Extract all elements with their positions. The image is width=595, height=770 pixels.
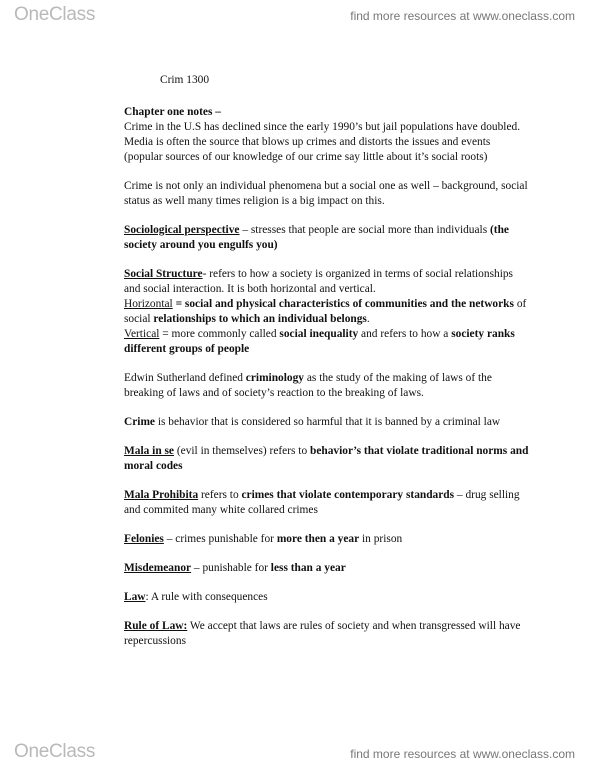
rule-of-law-term: Rule of Law: [124, 620, 188, 632]
mala-prohibita-term: Mala Prohibita [124, 489, 199, 501]
mala-prohibita-paragraph [124, 488, 529, 518]
vertical-text-2: and refers to how a [358, 328, 452, 340]
sutherland-text-1: Edwin Sutherland defined [124, 372, 246, 384]
law-term: Law [124, 591, 146, 603]
felonies-paragraph [124, 532, 529, 547]
law-paragraph [124, 590, 529, 605]
law-def: : A rule with consequences [145, 591, 268, 603]
horizontal-bold-2: relationships to which an individual belongs [153, 313, 367, 325]
vertical-bold-2: society ranks different groups of people [124, 328, 515, 355]
crime-def: is behavior that is considered so harmful that it is banned by a criminal law [155, 416, 501, 428]
mala-prohibita-bold: crimes that violate contemporary standards [241, 489, 455, 501]
intro-text: Crime in the U.S has declined since the early 1990’s but jail populations have doubled. Media is often the source that blows up crimes and distorts the issues and events (popular sources of our knowledge of our crime say little about it’s social roots) [124, 121, 521, 163]
sociological-def: – stresses that people are social more than individuals [239, 224, 490, 236]
horizontal-bold-1: = social and physical characteristics of communities and the networks [172, 298, 514, 310]
chapter-heading: Chapter one notes – [124, 106, 221, 118]
social-structure-def: - refers to how a society is organized in terms of social relationships and social interaction. It is both horizontal and vertical. [124, 268, 513, 295]
sutherland-paragraph [124, 371, 529, 401]
rule-of-law-paragraph [124, 619, 529, 649]
header-tagline[interactable]: find more resources at www.oneclass.com [350, 9, 575, 23]
sociological-paragraph [124, 223, 529, 253]
footer-tagline[interactable]: find more resources at www.oneclass.com [350, 747, 575, 761]
felonies-bold: more then a year [276, 533, 360, 545]
crime-term: Crime [124, 416, 155, 428]
mala-prohibita-end: – drug selling and commited many white collared crimes [124, 489, 520, 516]
mala-in-se-term: Mala in se [124, 445, 174, 457]
felonies-text: – crimes punishable for [163, 533, 277, 545]
footer-logo-text: OneClass [14, 741, 96, 762]
horizontal-end: . [366, 313, 370, 325]
misdemeanor-text: – punishable for [191, 562, 271, 574]
oneclass-logo [14, 4, 95, 26]
felonies-end: in prison [359, 533, 403, 545]
sutherland-text-2: as the study of the making of laws of the breaking of laws and of society’s reaction to the breaking of laws. [124, 372, 492, 399]
logo-text: OneClass [14, 4, 96, 25]
mala-in-se-text: (evil in themselves) refers to [174, 445, 311, 457]
notes-content [124, 73, 529, 663]
misdemeanor-paragraph [124, 561, 529, 576]
vertical-bold-1: social inequality [279, 328, 359, 340]
misdemeanor-term: Misdemeanor [124, 562, 192, 574]
horizontal-term: Horizontal [124, 298, 173, 310]
felonies-term: Felonies [124, 533, 164, 545]
mala-in-se-bold: behavior’s that violate traditional norms and moral codes [124, 445, 529, 472]
vertical-text-1: = more commonly called [159, 328, 280, 340]
vertical-term: Vertical [124, 328, 160, 340]
social-structure-paragraph [124, 267, 529, 357]
crime-paragraph [124, 415, 529, 430]
criminology-term: criminology [245, 372, 305, 384]
misdemeanor-bold: less than a year [270, 562, 346, 574]
intro-paragraph [124, 105, 529, 165]
mala-prohibita-text: refers to [198, 489, 242, 501]
sociological-bold: (the society around you engulfs you) [124, 224, 509, 251]
rule-of-law-def: We accept that laws are rules of society and when transgressed will have repercussions [124, 620, 521, 647]
horizontal-text-1: of social [124, 298, 527, 325]
mala-in-se-paragraph [124, 444, 529, 474]
course-title: Crim 1300 [160, 74, 210, 86]
social-structure-term: Social Structure [124, 268, 203, 280]
individual-paragraph: Crime is not only an individual phenomena but a social one as well – background, social status as well many times religion is a big impact on this. [124, 180, 528, 207]
sociological-term: Sociological perspective [124, 224, 240, 236]
oneclass-logo-footer [14, 741, 95, 763]
